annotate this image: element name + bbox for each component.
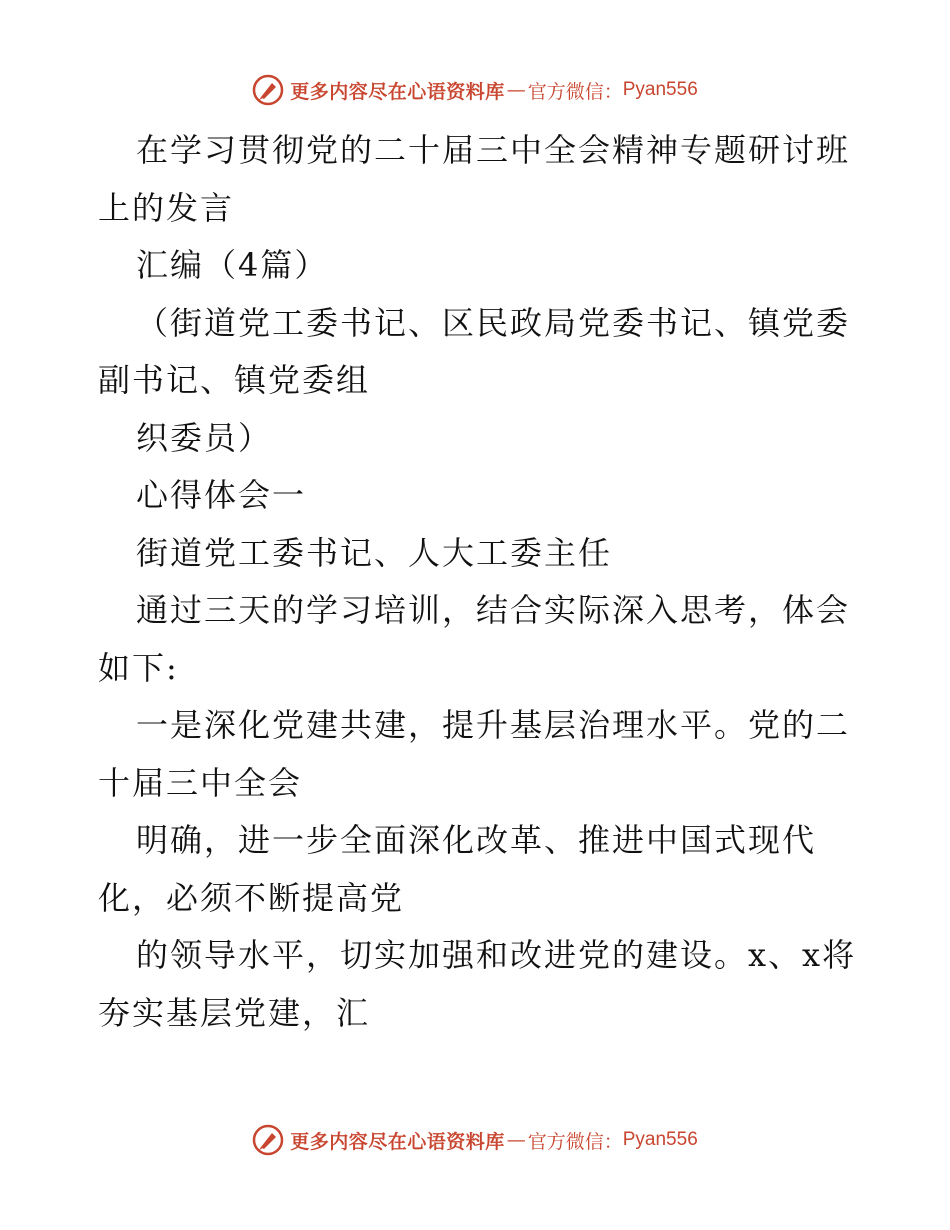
watermark-official-label: 官方微信： <box>527 80 623 103</box>
watermark-brand: 更多内容尽在心语资料库 <box>290 80 505 103</box>
document-body <box>98 122 858 1042</box>
body-paragraph: 明确，进一步全面深化改革、推进中国式现代化，必须不断提高党 <box>98 821 817 917</box>
body-paragraph: 一是深化党建共建，提升基层治理水平。党的二十届三中全会 <box>98 706 851 802</box>
watermark-header <box>0 70 950 110</box>
watermark-official-label: 官方微信： <box>527 1130 623 1153</box>
body-paragraph: 的领导水平，切实加强和改进党的建设。x、x将夯实基层党建，汇 <box>98 936 857 1032</box>
watermark-handle: Pyan556 <box>622 79 698 100</box>
pen-nib-logo-icon <box>252 1124 284 1156</box>
watermark-dash: — <box>506 79 526 101</box>
title-line: 在学习贯彻党的二十届三中全会精神专题研讨班上的发言 <box>98 131 851 227</box>
watermark-brand: 更多内容尽在心语资料库 <box>290 1130 505 1153</box>
watermark-handle: Pyan556 <box>622 1129 698 1150</box>
speaker-list: （街道党工委书记、区民政局党委书记、镇党委副书记、镇党委组 <box>98 303 851 399</box>
title-subline: 汇编（4篇） <box>136 246 329 284</box>
section-heading: 心得体会一 <box>136 476 307 514</box>
watermark-dash: — <box>506 1129 526 1151</box>
watermark-footer <box>0 1120 950 1160</box>
body-paragraph: 通过三天的学习培训，结合实际深入思考，体会如下: <box>98 591 851 687</box>
speaker-list-continued: 织委员） <box>136 418 273 457</box>
speaker-title: 街道党工委书记、人大工委主任 <box>136 533 613 572</box>
pen-nib-logo-icon <box>252 74 284 106</box>
